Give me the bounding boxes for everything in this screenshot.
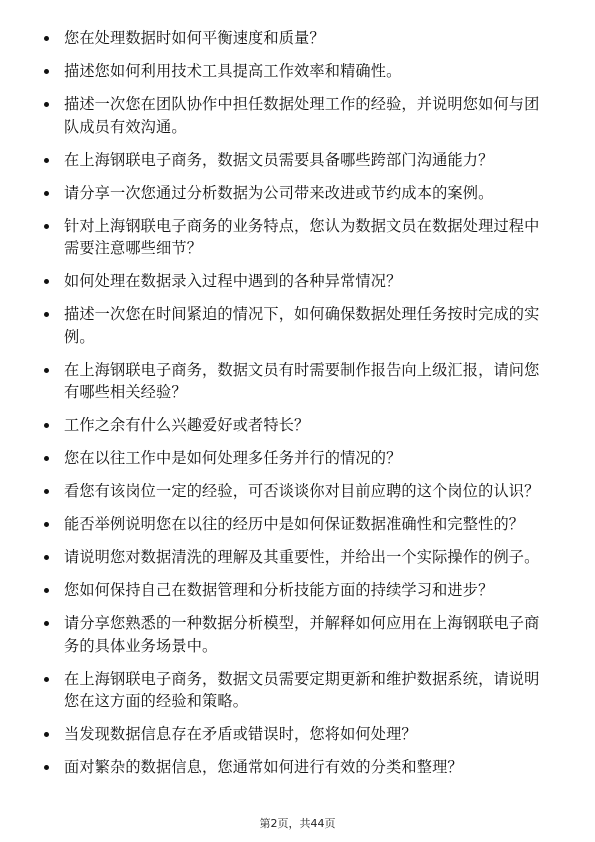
question-text: 面对繁杂的数据信息，您通常如何进行有效的分类和整理？ xyxy=(64,758,463,776)
bullet-icon xyxy=(44,36,49,41)
list-item xyxy=(44,414,554,437)
list-item xyxy=(44,447,554,470)
bullet-icon xyxy=(44,489,49,494)
bullet-icon xyxy=(44,677,49,682)
question-text: 描述一次您在团队协作中担任数据处理工作的经验，并说明您如何与团队成员有效沟通。 xyxy=(64,95,540,136)
bullet-icon xyxy=(44,423,49,428)
list-item xyxy=(44,182,554,205)
bullet-icon xyxy=(44,191,49,196)
list-item xyxy=(44,668,554,713)
question-text: 在上海钢联电子商务，数据文员需要定期更新和维护数据系统，请说明您在这方面的经验和策略。 xyxy=(64,669,540,710)
list-item xyxy=(44,723,554,746)
bullet-icon xyxy=(44,732,49,737)
list-item xyxy=(44,546,554,569)
bullet-icon xyxy=(44,312,49,317)
bullet-icon xyxy=(44,368,49,373)
question-text: 请分享您熟悉的一种数据分析模型，并解释如何应用在上海钢联电子商务的具体业务场景中。 xyxy=(64,614,540,655)
bullet-icon xyxy=(44,224,49,229)
bullet-icon xyxy=(44,765,49,770)
bullet-icon xyxy=(44,588,49,593)
list-item xyxy=(44,579,554,602)
question-text: 在上海钢联电子商务，数据文员有时需要制作报告向上级汇报，请问您有哪些相关经验？ xyxy=(64,360,540,401)
question-text: 如何处理在数据录入过程中遇到的各种异常情况？ xyxy=(64,272,402,290)
question-text: 在上海钢联电子商务，数据文员需要具备哪些跨部门沟通能力？ xyxy=(64,150,494,169)
bullet-icon xyxy=(44,621,49,626)
question-text: 请说明您对数据清洗的理解及其重要性，并给出一个实际操作的例子。 xyxy=(64,548,540,566)
question-text: 描述您如何利用技术工具提高工作效率和精确性。 xyxy=(64,62,402,80)
bullet-icon xyxy=(44,279,49,284)
list-item xyxy=(44,480,554,503)
question-text: 当发现数据信息存在矛盾或错误时，您将如何处理？ xyxy=(64,725,417,743)
bullet-icon xyxy=(44,555,49,560)
list-item xyxy=(44,612,554,657)
bullet-icon xyxy=(44,522,49,527)
bullet-icon xyxy=(44,158,49,163)
page-number: 第2页，共44页 xyxy=(259,817,336,830)
bullet-icon xyxy=(44,456,49,461)
list-item xyxy=(44,756,554,779)
question-text: 请分享一次您通过分析数据为公司带来改进或节约成本的案例。 xyxy=(64,183,494,202)
question-text: 您如何保持自己在数据管理和分析技能方面的持续学习和进步？ xyxy=(64,581,494,599)
question-text: 针对上海钢联电子商务的业务特点，您认为数据文员在数据处理过程中需要注意哪些细节？ xyxy=(64,216,540,257)
bullet-icon xyxy=(44,102,49,107)
question-text: 您在处理数据时如何平衡速度和质量？ xyxy=(64,29,325,47)
question-text: 描述一次您在时间紧迫的情况下，如何确保数据处理任务按时完成的实例。 xyxy=(64,305,540,346)
question-text: 您在以往工作中是如何处理多任务并行的情况的？ xyxy=(64,449,402,467)
question-text: 工作之余有什么兴趣爱好或者特长？ xyxy=(64,416,310,434)
list-item xyxy=(44,27,554,50)
question-text: 看您有该岗位一定的经验，可否谈谈你对目前应聘的这个岗位的认识？ xyxy=(64,482,540,500)
question-list xyxy=(44,27,554,789)
list-item xyxy=(44,513,554,536)
list-item xyxy=(44,60,554,83)
list-item xyxy=(44,93,554,138)
list-item xyxy=(44,359,554,404)
list-item xyxy=(44,215,554,260)
question-text: 能否举例说明您在以往的经历中是如何保证数据准确性和完整性的？ xyxy=(64,515,525,533)
bullet-icon xyxy=(44,69,49,74)
list-item xyxy=(44,149,554,172)
list-item xyxy=(44,303,554,348)
list-item xyxy=(44,270,554,293)
